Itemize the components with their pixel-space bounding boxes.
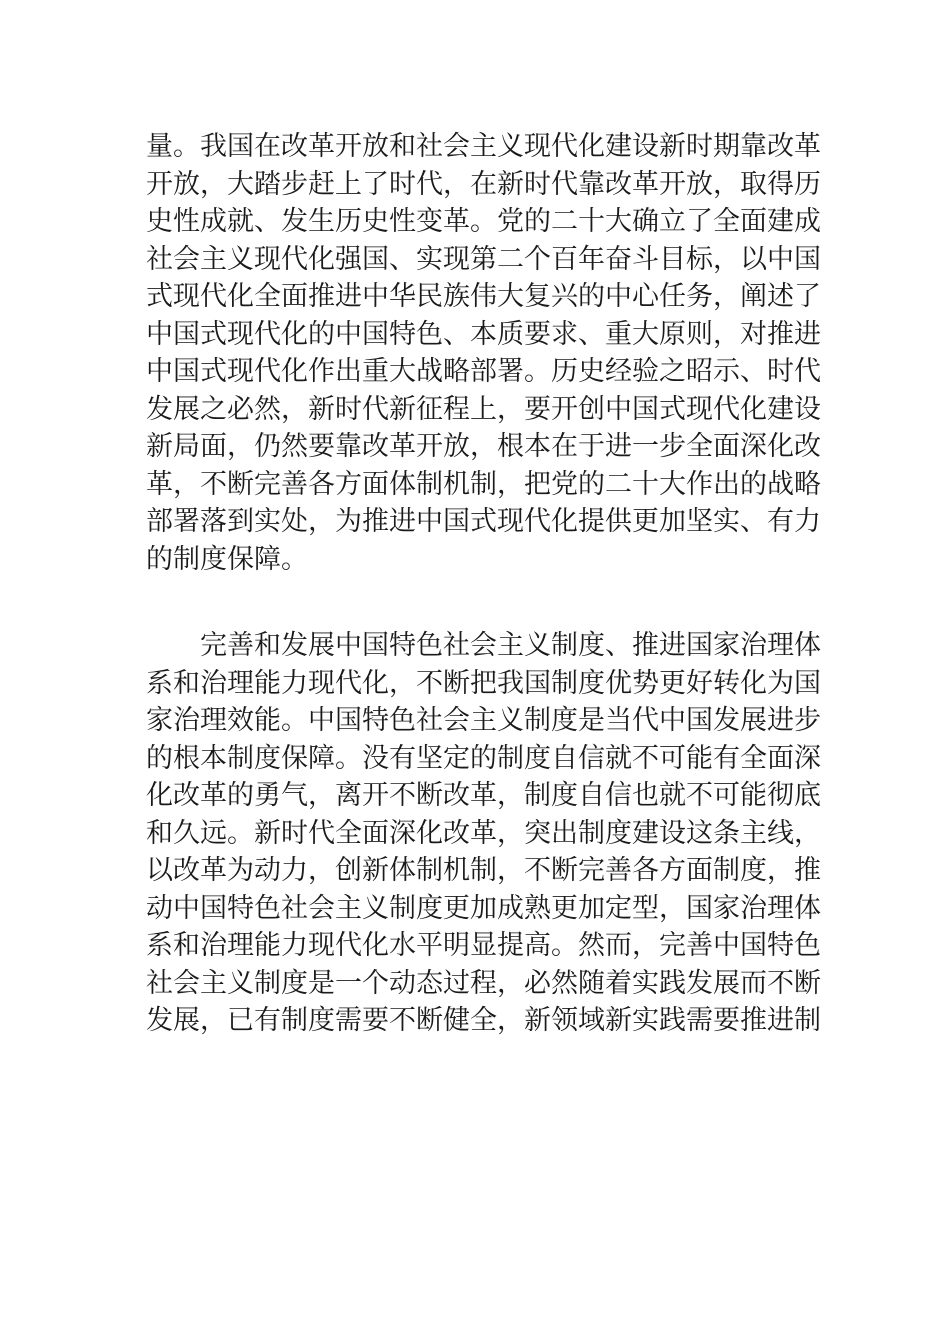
text-line: 的制度保障。 [146,543,308,575]
text-line: 系和治理能力现代化水平明显提高。然而，完善中国特色 [146,930,821,961]
text-line: 化改革的勇气，离开不断改革，制度自信也就不可能彻底 [146,780,821,811]
text-line: 完善和发展中国特色社会主义制度、推进国家治理体 [200,630,821,661]
text-line: 部署落到实处，为推进中国式现代化提供更加坚实、有力 [146,506,821,537]
text-line: 革，不断完善各方面体制机制，把党的二十大作出的战略 [146,468,821,500]
text-line: 新局面，仍然要靠改革开放，根本在于进一步全面深化改 [146,431,821,462]
text-line: 动中国特色社会主义制度更加成熟更加定型，国家治理体 [146,892,821,924]
text-line: 以改革为动力，创新体制机制，不断完善各方面制度，推 [146,855,821,886]
paragraph-2 [146,627,821,1040]
text-line: 和久远。新时代全面深化改革，突出制度建设这条主线， [146,817,821,849]
text-line: 史性成就、发生历史性变革。党的二十大确立了全面建成 [146,206,821,237]
text-line: 量。我国在改革开放和社会主义现代化建设新时期靠改革 [146,131,821,162]
text-line: 家治理效能。中国特色社会主义制度是当代中国发展进步 [146,705,821,736]
text-line: 社会主义制度是一个动态过程，必然随着实践发展而不断 [146,967,821,999]
paragraph-1 [146,128,821,578]
text-line: 式现代化全面推进中华民族伟大复兴的中心任务，阐述了 [146,281,821,312]
text-line: 中国式现代化作出重大战略部署。历史经验之昭示、时代 [146,356,821,387]
text-line: 开放，大踏步赶上了时代，在新时代靠改革开放，取得历 [146,168,821,200]
text-line: 系和治理能力现代化，不断把我国制度优势更好转化为国 [146,667,821,699]
text-line: 中国式现代化的中国特色、本质要求、重大原则，对推进 [146,318,821,350]
text-line: 发展，已有制度需要不断健全，新领域新实践需要推进制 [146,1005,821,1036]
text-line: 社会主义现代化强国、实现第二个百年奋斗目标，以中国 [146,243,821,275]
text-line: 的根本制度保障。没有坚定的制度自信就不可能有全面深 [146,742,821,774]
text-line: 发展之必然，新时代新征程上，要开创中国式现代化建设 [146,393,821,425]
